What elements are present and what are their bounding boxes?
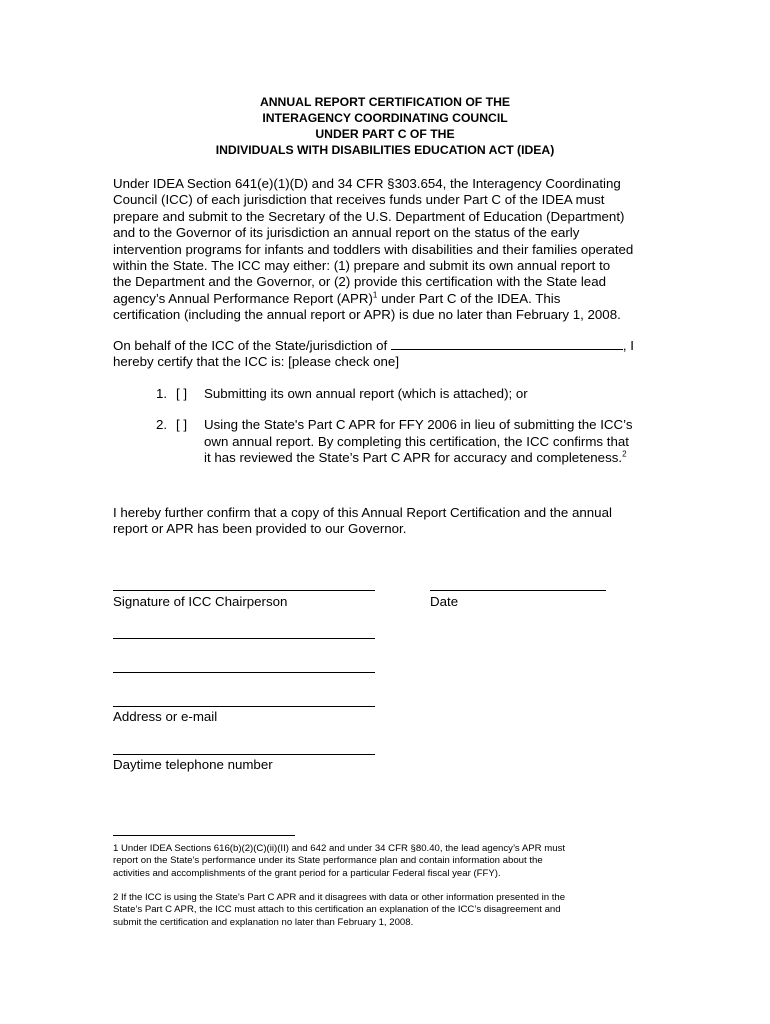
footnote-line: report on the State’s performance under its State performance plan and contain information about the [113, 855, 543, 867]
option-text: own annual report. By completing this certification, the ICC confirms that [204, 433, 629, 449]
date-field[interactable] [430, 590, 606, 591]
footnote-line: submit the certification and explanation no later than February 1, 2008. [113, 916, 414, 928]
option-1-checkbox[interactable]: [ ] [176, 386, 188, 401]
address-line-3-field[interactable] [113, 706, 375, 707]
option-2-checkbox[interactable]: [ ] [176, 417, 188, 433]
address-line-2-field[interactable] [113, 672, 375, 673]
intro-line: within the State. The ICC may either: (1) prepare and submit its own annual report to [113, 258, 611, 274]
behalf-line [113, 338, 661, 354]
document-title [0, 94, 770, 158]
option-text: Submitting its own annual report (which is attached); or [204, 386, 528, 401]
intro-line: Council (ICC) of each jurisdiction that receives funds under Part C of the IDEA must [113, 192, 605, 208]
chairperson-signature-label: Signature of ICC Chairperson [113, 594, 288, 609]
footnote-separator [113, 835, 295, 836]
chairperson-signature-field[interactable] [113, 590, 375, 591]
option-state-apr [113, 417, 661, 466]
behalf-line: hereby certify that the ICC is: [please check one] [113, 354, 400, 370]
intro-paragraph [113, 176, 661, 324]
footnote-line: State’s Part C APR, the ICC must attach to this certification an explanation of the ICC’s disagreement and [113, 904, 561, 916]
option-number: 2. [156, 417, 168, 433]
option-number: 1. [156, 386, 168, 401]
title-line-1: ANNUAL REPORT CERTIFICATION OF THE [259, 95, 511, 109]
footnote-1 [113, 843, 661, 880]
intro-line: and to the Governor of its jurisdiction an annual report on the status of the early [113, 225, 580, 241]
intro-line: the Department and the Governor, or (2) provide this certification with the State lead [113, 274, 606, 290]
option-text-span: it has reviewed the State’s Part C APR for accuracy and completeness. [204, 450, 623, 466]
confirm-line: I hereby further confirm that a copy of this Annual Report Certification and the annual [113, 505, 612, 520]
behalf-paragraph [113, 338, 661, 371]
phone-label: Daytime telephone number [113, 757, 273, 772]
intro-line: prepare and submit to the Secretary of the U.S. Department of Education (Department) [113, 208, 625, 224]
title-line-4: INDIVIDUALS WITH DISABILITIES EDUCATION ACT (IDEA) [215, 143, 555, 157]
footnote-2 [113, 892, 661, 929]
intro-text: under Part C of the IDEA. This [377, 290, 561, 306]
date-label: Date [430, 594, 459, 609]
intro-line: Under IDEA Section 641(e)(1)(D) and 34 CFR §303.654, the Interagency Coordinating [113, 176, 621, 191]
behalf-text: , I [622, 338, 635, 353]
footnote-ref-2: 2 [622, 449, 627, 459]
option-text [204, 450, 661, 466]
address-label: Address or e-mail [113, 709, 218, 724]
confirm-line: report or APR has been provided to our Governor. [113, 521, 407, 537]
intro-line: intervention programs for infants and toddlers with disabilities and their families operated [113, 241, 634, 257]
state-jurisdiction-field[interactable] [391, 338, 623, 350]
intro-text: agency’s Annual Performance Report (APR) [113, 290, 373, 306]
intro-line: certification (including the annual report or APR) is due no later than February 1, 2008. [113, 307, 621, 323]
footnote-line: 1 Under IDEA Sections 616(b)(2)(C)(ii)(II) and 642 and under 34 CFR §80.40, the lead agency’s APR must [113, 843, 566, 854]
title-line-2: INTERAGENCY COORDINATING COUNCIL [262, 111, 508, 125]
intro-line [113, 291, 661, 307]
footnote-line: 2 If the ICC is using the State’s Part C APR and it disagrees with data or other information presented in the [113, 892, 566, 903]
footnote-line: activities and accomplishments of the grant period for a particular Federal fiscal year (FFY). [113, 867, 501, 879]
title-line-3: UNDER PART C OF THE [315, 127, 455, 141]
options-list [113, 386, 661, 482]
option-own-report [113, 386, 661, 402]
option-text: Using the State's Part C APR for FFY 2006 in lieu of submitting the ICC’s [204, 417, 633, 433]
address-line-1-field[interactable] [113, 638, 375, 639]
footnote-ref-1: 1 [372, 290, 378, 300]
phone-field[interactable] [113, 754, 375, 755]
behalf-text: On behalf of the ICC of the State/jurisdiction of [113, 338, 391, 353]
confirm-paragraph [113, 505, 661, 538]
